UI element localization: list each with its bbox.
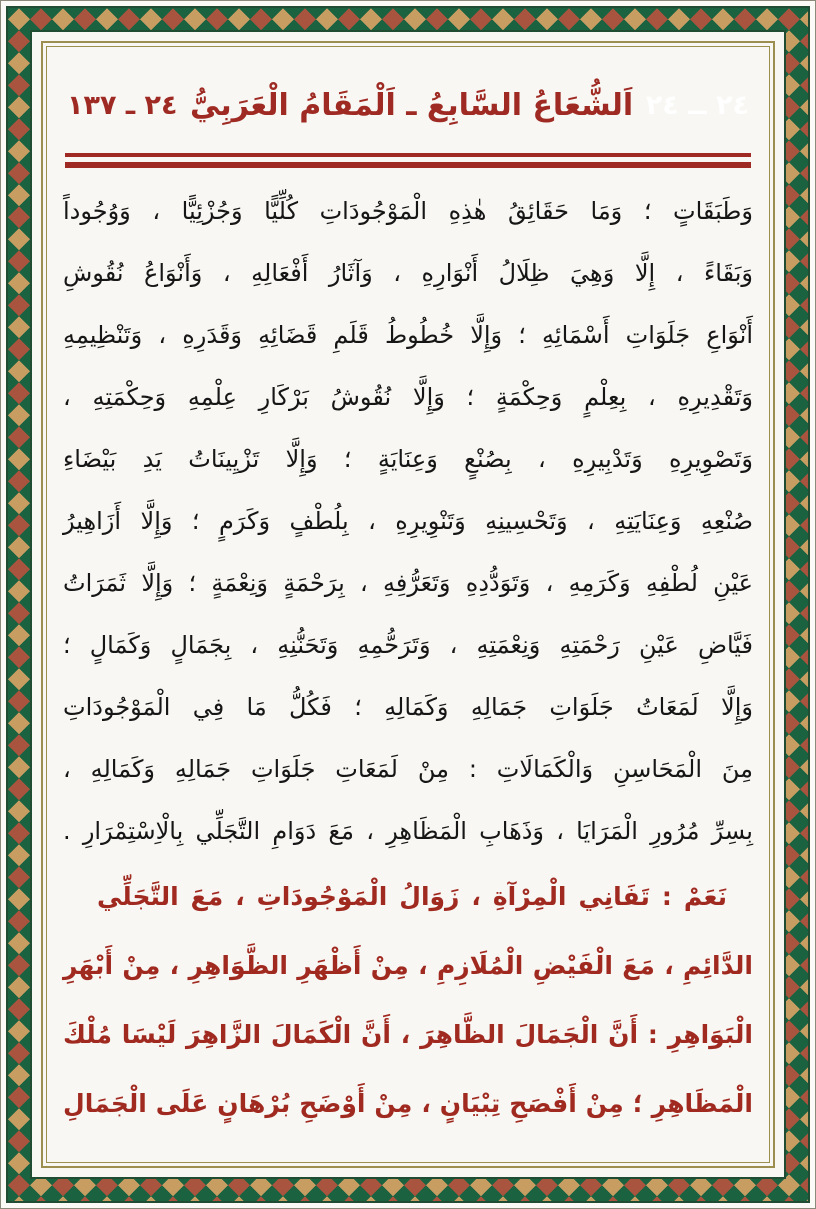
page-reference-number: ٢٤ ـ ١٣٧ [67, 89, 178, 121]
arabic-body-text [63, 180, 753, 1138]
red-text-line: الْمَظَاهِرِ ؛ مِنْ أَفْصَحِ تِبْيَانٍ ، مِنْ أَوْضَحِ بُرْهَانٍ عَلَى الْجَمَالِ [63, 1089, 753, 1118]
text-line: فَيَّاضِ عَيْنِ رَحْمَتِهِ وَنِعْمَتِهِ ، وَتَرَحُّمِهِ وَتَحَنُّنِهِ ، بِجَمَالٍ وَكَمَالٍ ؛ [63, 631, 753, 659]
text-line: عَيْنِ لُطْفِهِ وَكَرَمِهِ ، وَتَوَدُّدِهِ وَتَعَرُّفِهِ ، بِرَحْمَةٍ وَنِعْمَةٍ ؛ وَإِلَّا ثَمَرَاتُ [63, 569, 753, 597]
hidden-reference-number: ٢٤ ــ ٢٤ [645, 89, 749, 121]
text-line: وَبَقَاءً ، إِلَّا وَهِيَ ظِلَالُ أَنْوَارِهِ ، وَآثَارُ أَفْعَالِهِ ، وَأَنْوَاعُ نُقُوشِ [63, 259, 753, 287]
ornamental-diamond-border [6, 6, 810, 1203]
text-line: مِنَ الْمَحَاسِنِ وَالْكَمَالَاتِ : مِنْ لَمَعَاتِ جَلَوَاتِ جَمَالِهِ وَكَمَالِهِ ، [63, 755, 753, 783]
inner-paper-margin [30, 30, 786, 1179]
text-line: وَتَصْوِيرِهِ وَتَدْبِيرِهِ ، بِصُنْعٍ وَعِنَايَةٍ ؛ وَإِلَّا تَزْيِينَاتُ يَدِ بَيْضَاءِ [63, 445, 753, 473]
text-line: وَطَبَقَاتٍ ؛ وَمَا حَقَائِقُ هٰذِهِ الْمَوْجُودَاتِ كُلِّيًّا وَجُزْئِيًّا ، وَوُجُوداً [63, 197, 753, 225]
gold-frame-outer [41, 41, 775, 1168]
gold-frame-inner [46, 46, 770, 1163]
text-line: أَنْوَاعِ جَلَوَاتِ أَسْمَائِهِ ؛ وَإِلَّا خُطُوطُ قَلَمِ قَضَائِهِ وَقَدَرِهِ ، وَتَنْظِيمِهِ [63, 321, 753, 349]
header-separator-rule [65, 153, 751, 168]
chapter-title: اَلشُّعَاعُ السَّابِعُ ـ اَلْمَقَامُ الْعَرَبِيُّ [190, 87, 634, 123]
text-line: وَتَقْدِيرِهِ ، بِعِلْمٍ وَحِكْمَةٍ ؛ وَإِلَّا نُقُوشُ بَرْكَارِ عِلْمِهِ وَحِكْمَتِهِ ، [63, 383, 753, 411]
red-text-line: الْبَوَاهِرِ : أَنَّ الْجَمَالَ الظَّاهِرَ ، أَنَّ الْكَمَالَ الزَّاهِرَ لَيْسَا مُلْكَ [63, 1020, 753, 1049]
text-line: صُنْعِهِ وَعِنَايَتِهِ ، وَتَحْسِينِهِ وَتَنْوِيرِهِ ، بِلُطْفٍ وَكَرَمٍ ؛ وَإِلَّا أَزَاهِيرُ [63, 507, 753, 535]
text-line: بِسِرِّ مُرُورِ الْمَرَايَا ، وَذَهَابِ الْمَظَاهِرِ ، مَعَ دَوَامِ التَّجَلِّي بِالْاِسْتِمْرَارِ . [63, 817, 753, 845]
red-text-line: الدَّائِمِ ، مَعَ الْفَيْضِ الْمُلَازِمِ ، مِنْ أَظْهَرِ الظَّوَاهِرِ ، مِنْ أَبْهَرِ [63, 951, 753, 980]
text-line: وَإِلَّا لَمَعَاتُ جَلَوَاتِ جَمَالِهِ وَكَمَالِهِ ؛ فَكُلُّ مَا فِي الْمَوْجُودَاتِ [63, 693, 753, 721]
red-text-line: نَعَمْ : تَفَانِي الْمِرْآةِ ، زَوَالُ الْمَوْجُودَاتِ ، مَعَ التَّجَلِّي [97, 882, 727, 911]
page-header [63, 65, 753, 145]
